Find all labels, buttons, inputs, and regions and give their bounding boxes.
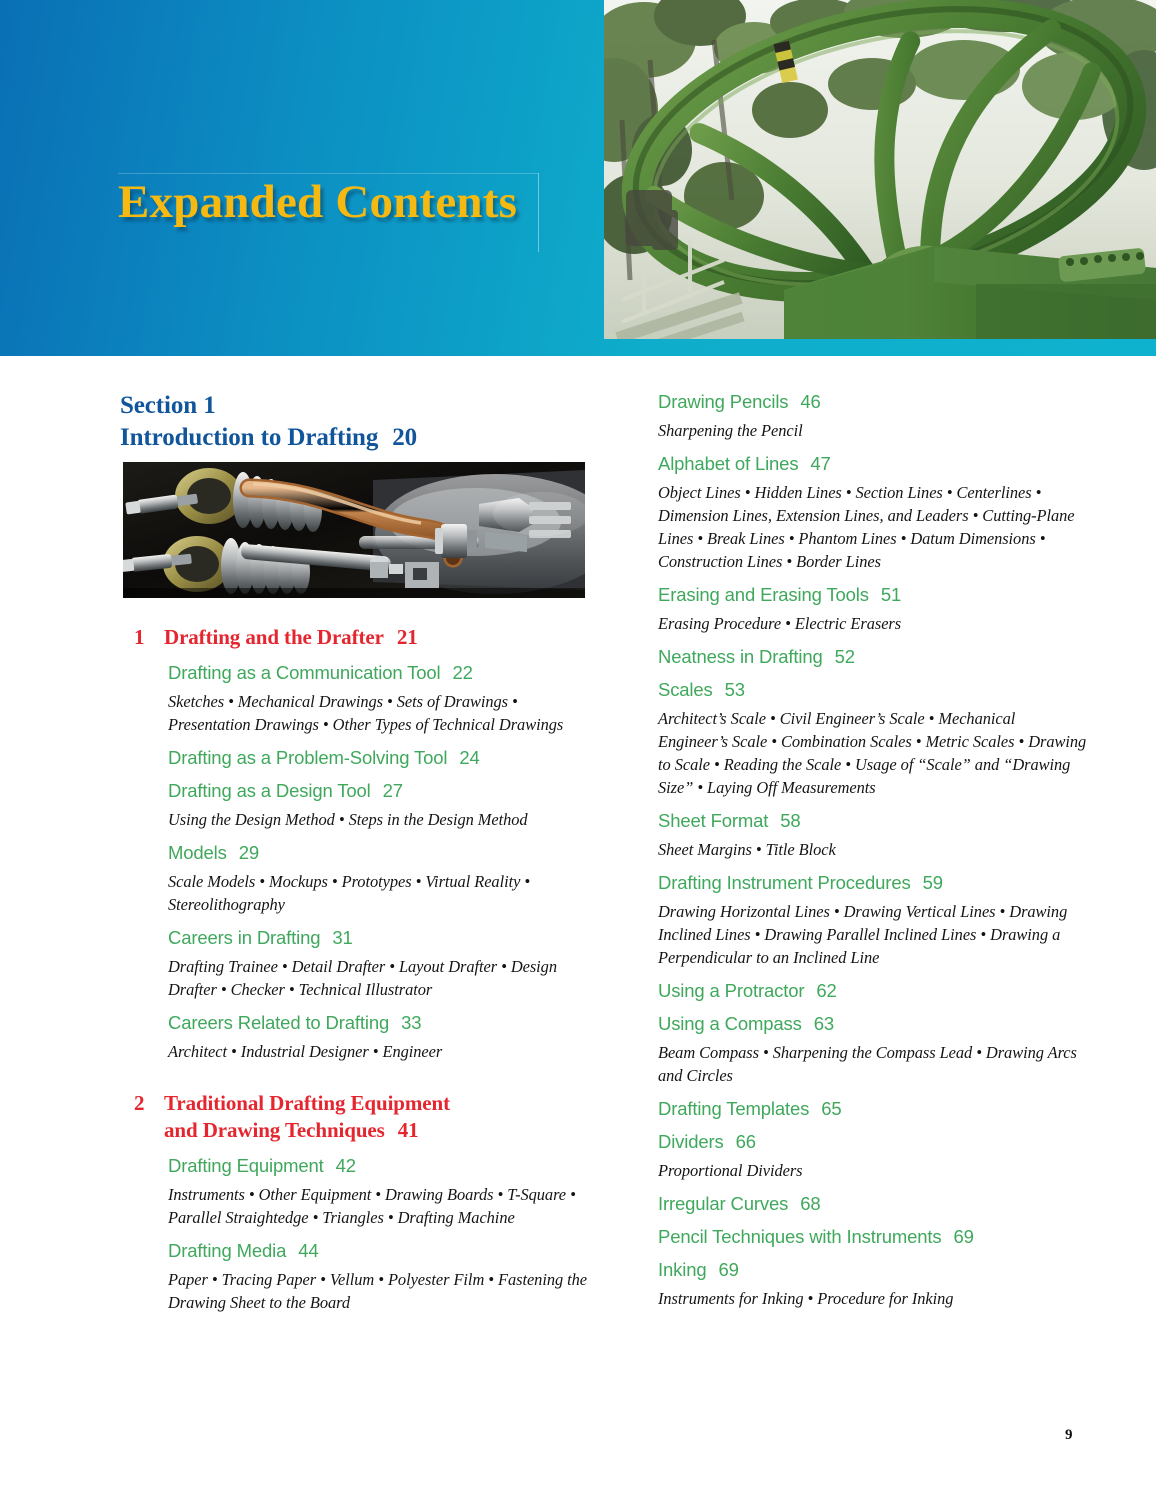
toc-entry-title: Using a Protractor [658, 979, 805, 1001]
chapter-title-line1: Traditional Drafting Equipment [164, 1090, 450, 1115]
toc-entry[interactable] [658, 390, 1088, 414]
toc-entry-title: Irregular Curves [658, 1192, 789, 1214]
toc-entry-title: Models [168, 841, 227, 863]
toc-entry-page: 31 [332, 926, 353, 948]
toc-entry-page: 68 [800, 1192, 821, 1214]
toc-entry-title: Alphabet of Lines [658, 453, 799, 475]
toc-entry-title: Drafting as a Communication Tool [168, 661, 441, 683]
toc-entry-page: 29 [238, 841, 260, 863]
banner-side-rule [538, 173, 539, 252]
chapter-page: 21 [396, 625, 418, 649]
chapter-title-line2-text: and Drawing Techniques [164, 1118, 385, 1143]
chapter-heading-1 [120, 624, 590, 652]
toc-subentries: Scale Models • Mockups • Prototypes • Virtual Reality • Stereolithography [168, 871, 531, 914]
toc-entry-page: 42 [335, 1155, 356, 1177]
flywheel-illustration [604, 0, 1156, 339]
toc-entry-page: 69 [953, 1226, 974, 1248]
section-title-line [120, 422, 590, 454]
toc-subentries: Instruments • Other Equipment • Drawing Boards • T-Square • Parallel Straightedge • Triangles • Drafting Machine [168, 1185, 576, 1228]
toc-entry-page: 51 [880, 583, 902, 605]
toc-entry-page: 66 [735, 1130, 756, 1152]
toc-entry[interactable] [168, 1154, 590, 1178]
header-flywheel-photo [604, 0, 1156, 339]
toc-entry-page: 62 [816, 979, 837, 1001]
toc-entry[interactable] [658, 645, 1088, 669]
toc-subentries: Drafting Trainee • Detail Drafter • Layout Drafter • Design Drafter • Checker • Technical Illustrator [168, 956, 557, 999]
toc-entry-title: Erasing and Erasing Tools [658, 583, 869, 605]
toc-entry-title: Drafting Media [168, 1240, 287, 1262]
toc-entry[interactable] [168, 926, 590, 950]
toc-subentries: Object Lines • Hidden Lines • Section Lines • Centerlines • Dimension Lines, Extension Lines, and Leaders • Cutting-Plane Lines • Break Lines • Phantom Lines • Datum Dimensions • Construction Lines • Border Lines [658, 483, 1075, 571]
section-machinery-photo [123, 462, 585, 598]
toc-entry-page: 69 [718, 1259, 739, 1281]
toc-subentries: Sheet Margins • Title Block [658, 839, 836, 859]
toc-entry-title: Inking [658, 1259, 707, 1281]
chapter-number: 2 [134, 1090, 145, 1115]
toc-subentries: Paper • Tracing Paper • Vellum • Polyester Film • Fastening the Drawing Sheet to the Board [168, 1270, 588, 1313]
chapter-title-text: Drafting and the Drafter [164, 625, 384, 649]
toc-subentries: Architect’s Scale • Civil Engineer’s Scale • Mechanical Engineer’s Scale • Combination Scales • Metric Scales • Drawing to Scale • Reading the Scale • Usage of “Scale” and “Drawing Size” • Laying Off Measurements [658, 709, 1087, 797]
toc-entry[interactable] [168, 1011, 590, 1035]
toc-subentries: Sharpening the Pencil [658, 421, 803, 441]
toc-entry-title: Neatness in Drafting [658, 645, 823, 667]
toc-entry-page: 44 [298, 1240, 319, 1262]
toc-entry-title: Careers in Drafting [168, 926, 321, 948]
toc-entry-page: 46 [800, 391, 821, 412]
toc-entry-title: Scales [658, 679, 713, 700]
toc-entry-title: Drafting as a Design Tool [168, 779, 371, 801]
toc-subentries: Erasing Procedure • Electric Erasers [658, 613, 902, 633]
toc-entry[interactable] [658, 583, 1088, 607]
toc-entry-title: Pencil Techniques with Instruments [658, 1226, 942, 1248]
toc-entry[interactable] [658, 452, 1088, 476]
toc-entry-title: Sheet Format [658, 809, 769, 831]
banner-top-rule [118, 173, 539, 174]
chapter-title-line2 [164, 1117, 450, 1145]
toc-entry-page: 58 [780, 809, 801, 831]
right-column [658, 390, 1088, 1311]
toc-entry-title: Dividers [658, 1130, 724, 1152]
toc-entry-page: 53 [724, 679, 745, 700]
toc-entry-page: 47 [810, 453, 831, 475]
toc-subentries: Instruments for Inking • Procedure for Inking [658, 1289, 954, 1309]
toc-subentries: Sketches • Mechanical Drawings • Sets of Drawings • Presentation Drawings • Other Types of Technical Drawings [168, 691, 564, 734]
section-page: 20 [392, 423, 418, 451]
toc-subentries: Drawing Horizontal Lines • Drawing Vertical Lines • Drawing Inclined Lines • Drawing Parallel Inclined Lines • Drawing a Perpendicular to an Inclined Line [658, 901, 1068, 967]
toc-entry[interactable] [658, 678, 1088, 702]
section-title: Introduction to Drafting [120, 423, 379, 451]
toc-subentries: Architect • Industrial Designer • Engineer [168, 1041, 443, 1061]
toc-entry[interactable] [168, 746, 590, 770]
toc-entry[interactable] [658, 979, 1088, 1003]
toc-entry-title: Drafting Templates [658, 1097, 810, 1119]
toc-entry[interactable] [658, 1192, 1088, 1216]
toc-subentries: Proportional Dividers [658, 1161, 803, 1181]
toc-entry-title: Drafting Instrument Procedures [658, 871, 911, 893]
toc-entry[interactable] [658, 871, 1088, 895]
chapter-page: 41 [397, 1118, 419, 1143]
toc-entry[interactable] [168, 661, 590, 685]
toc-entry[interactable] [658, 1130, 1088, 1154]
toc-entry[interactable] [658, 1097, 1088, 1121]
section-heading [120, 390, 590, 453]
toc-entry[interactable] [168, 779, 590, 803]
toc-entry[interactable] [168, 841, 590, 865]
toc-entry[interactable] [658, 1012, 1088, 1036]
toc-entry-page: 59 [922, 871, 943, 893]
toc-entry-page: 27 [382, 779, 403, 801]
chapter-number: 1 [134, 625, 145, 649]
toc-entry[interactable] [168, 1239, 590, 1263]
toc-entry-page: 24 [459, 746, 480, 768]
toc-subentries: Using the Design Method • Steps in the Design Method [168, 809, 528, 829]
toc-entry-title: Drafting Equipment [168, 1155, 324, 1177]
toc-entry-page: 63 [813, 1012, 835, 1034]
toc-entry-title: Careers Related to Drafting [168, 1011, 390, 1033]
section-label: Section 1 [120, 392, 216, 419]
page-number: 9 [1065, 1427, 1073, 1443]
chapter-title [164, 624, 418, 652]
page-title: Expanded Contents [118, 176, 518, 228]
toc-entry-page: 65 [821, 1097, 842, 1119]
toc-entry-page: 22 [452, 661, 473, 683]
toc-entry[interactable] [658, 1225, 1088, 1249]
toc-subentries: Beam Compass • Sharpening the Compass Lead • Drawing Arcs and Circles [658, 1042, 1077, 1085]
machinery-illustration [123, 462, 585, 598]
toc-entry[interactable] [658, 809, 1088, 833]
toc-entry-title: Drafting as a Problem-Solving Tool [168, 746, 448, 768]
toc-entry-page: 33 [401, 1011, 422, 1033]
toc-entry-title: Drawing Pencils [658, 391, 789, 412]
left-column [120, 390, 590, 1315]
chapter-title [164, 1090, 450, 1145]
toc-entry-title: Using a Compass [658, 1012, 802, 1034]
toc-entry[interactable] [658, 1258, 1088, 1282]
chapter-heading-2 [120, 1090, 590, 1145]
toc-entry-page: 52 [834, 645, 855, 667]
